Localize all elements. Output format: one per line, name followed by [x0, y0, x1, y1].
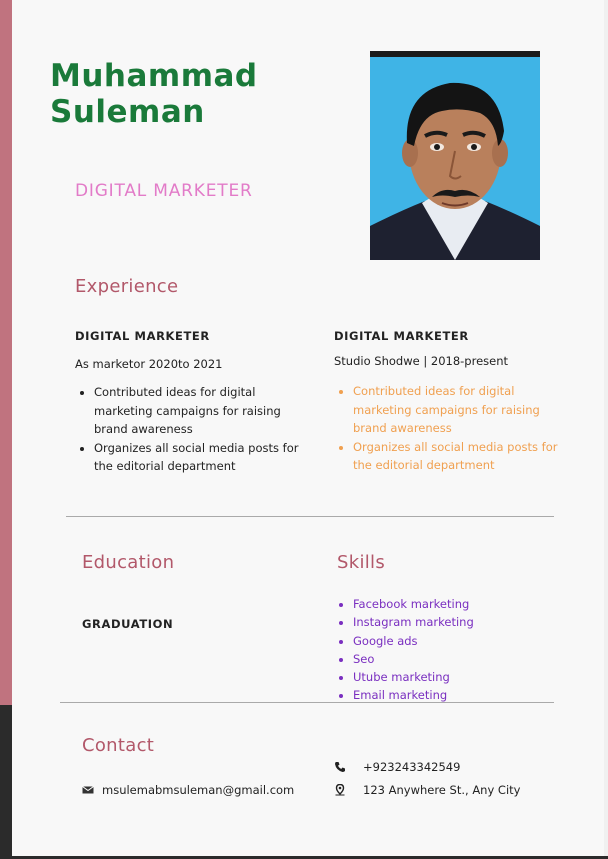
phone-text: +923243342549: [363, 760, 461, 774]
contact-phone: [334, 760, 460, 774]
job-1-subtitle: As marketor 2020to 2021: [75, 357, 223, 371]
list-item: • Utube marketing: [353, 668, 553, 686]
contact-heading: Contact: [82, 735, 155, 756]
education-heading: Education: [82, 552, 175, 573]
email-text: msulemabmsuleman@gmail.com: [102, 783, 295, 797]
phone-icon: [334, 761, 346, 773]
job-1-title: DIGITAL MARKETER: [75, 329, 210, 343]
education-degree: GRADUATION: [82, 617, 174, 631]
job-role: DIGITAL MARKETER: [75, 181, 253, 201]
list-item: • Email marketing: [353, 686, 553, 704]
skills-heading: Skills: [337, 552, 386, 573]
skills-list: [335, 595, 553, 705]
job-2-bullets: [335, 382, 575, 475]
left-dark-bar: [0, 705, 12, 859]
divider-2: [60, 702, 554, 703]
list-item: • Organizes all social media posts for the editorial department: [94, 439, 314, 476]
list-item: • Facebook marketing: [353, 595, 553, 613]
experience-heading: Experience: [75, 276, 179, 297]
job-2-title: DIGITAL MARKETER: [334, 329, 469, 343]
candidate-name: [50, 58, 258, 130]
profile-photo: [370, 51, 540, 260]
contact-email: [82, 783, 294, 797]
photo-top-strip: [370, 51, 540, 57]
job-2-subtitle: Studio Shodwe | 2018-present: [334, 354, 509, 368]
list-item: • Instagram marketing: [353, 613, 553, 631]
job-1-bullets: [76, 383, 314, 476]
list-item: • Google ads: [353, 632, 553, 650]
list-item: • Contributed ideas for digital marketing campaigns for raising brand awareness: [353, 382, 575, 438]
address-text: 123 Anywhere St., Any City: [363, 783, 521, 797]
divider-1: [66, 516, 554, 517]
left-accent-bar: [0, 0, 12, 705]
portrait-illustration: [370, 51, 540, 260]
list-item: • Seo: [353, 650, 553, 668]
list-item: • Organizes all social media posts for the editorial department: [353, 438, 575, 475]
name-line-2: Suleman: [50, 94, 205, 130]
right-edge: [604, 0, 608, 859]
name-line-1: Muhammad: [50, 58, 258, 94]
location-pin-icon: [334, 784, 346, 796]
contact-address: [334, 783, 520, 797]
envelope-icon: [82, 784, 94, 796]
list-item: • Contributed ideas for digital marketing campaigns for raising brand awareness: [94, 383, 314, 439]
